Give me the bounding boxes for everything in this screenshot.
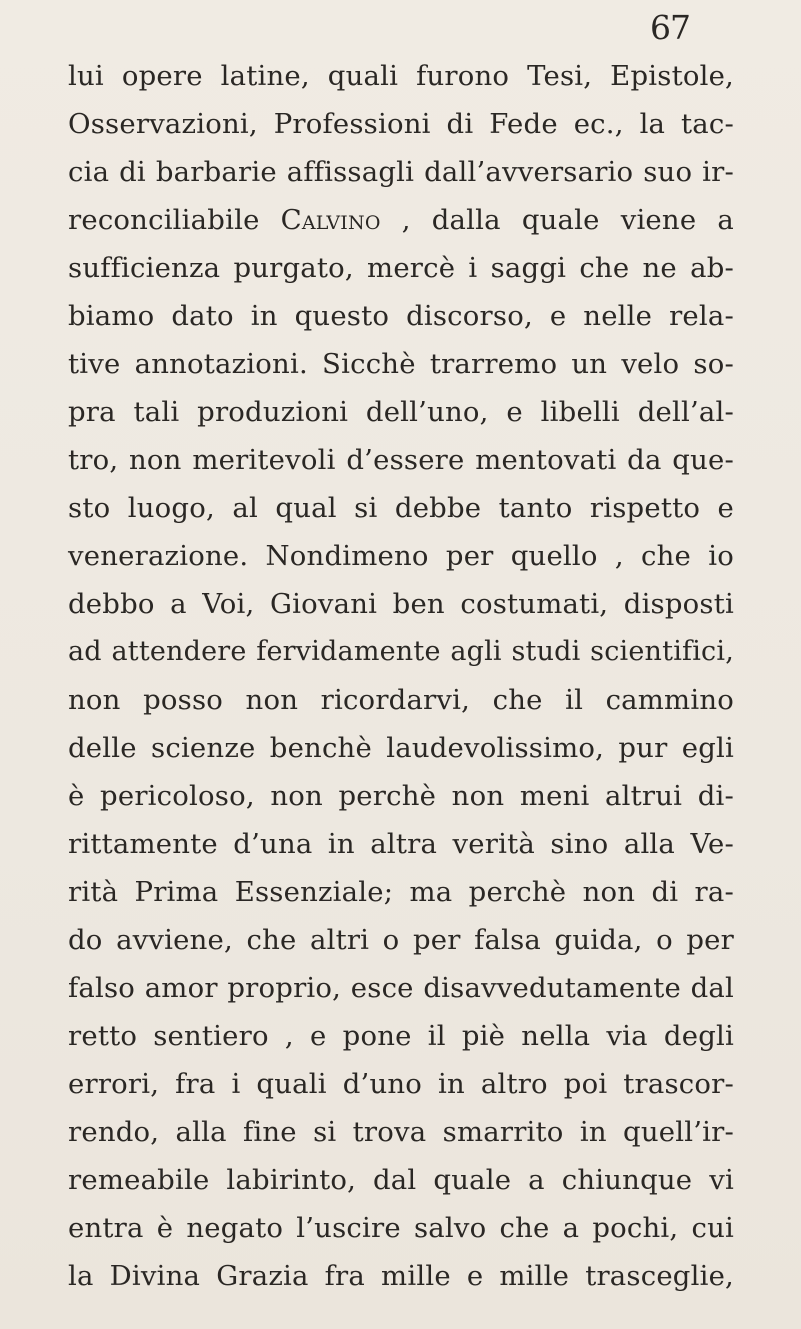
text-line: remeabile labirinto, dal quale a chiunque vi xyxy=(68,1164,734,1196)
text-line: delle scienze benchè laudevolissimo, pur egli xyxy=(68,732,734,764)
text-line: do avviene, che altri o per falsa guida, o per xyxy=(68,924,734,956)
page-number: 67 xyxy=(650,8,690,47)
text-line: entra è negato l’uscire salvo che a pochi, cui xyxy=(68,1212,734,1244)
text-line: ad attendere fervidamente agli studi scientifici, xyxy=(68,636,734,667)
text-line: venerazione. Nondimeno per quello , che io xyxy=(68,540,734,572)
text-line: rittamente d’una in altra verità sino alla Ve- xyxy=(68,828,734,860)
text-line: lui opere latine, quali furono Tesi, Epistole, xyxy=(68,60,734,92)
body-text xyxy=(68,52,734,1300)
text-line: falso amor proprio, esce disavvedutamente dal xyxy=(68,972,734,1004)
text-line: sto luogo, al qual si debbe tanto rispetto e xyxy=(68,492,734,524)
text-line: Osservazioni, Professioni di Fede ec., la tac- xyxy=(68,108,734,140)
text-line: è pericoloso, non perchè non meni altrui di- xyxy=(68,780,734,812)
text-line: pra tali produzioni dell’uno, e libelli dell’al- xyxy=(68,396,734,428)
text-line: rendo, alla fine si trova smarrito in quell’ir- xyxy=(68,1116,734,1148)
text-line: sufficienza purgato, mercè i saggi che ne ab- xyxy=(68,252,734,284)
text-line: retto sentiero , e pone il piè nella via degli xyxy=(68,1020,734,1052)
text-line: errori, fra i quali d’uno in altro poi trascor- xyxy=(68,1068,734,1100)
text-line: cia di barbarie affissagli dall’avversario suo ir- xyxy=(68,156,734,188)
text-line: biamo dato in questo discorso, e nelle rela- xyxy=(68,300,734,332)
text-line: non posso non ricordarvi, che il cammino xyxy=(68,684,734,716)
text-line: tro, non meritevoli d’essere mentovati da que- xyxy=(68,444,734,476)
text-line: debbo a Voi, Giovani ben costumati, disposti xyxy=(68,588,734,620)
text-line: reconciliabile Calvino , dalla quale viene a xyxy=(68,204,734,236)
small-caps-name: Calvino xyxy=(280,204,381,236)
text-line: la Divina Grazia fra mille e mille trasceglie, xyxy=(68,1260,734,1292)
text-line: tive annotazioni. Sicchè trarremo un velo so- xyxy=(68,348,734,380)
text-line: rità Prima Essenziale; ma perchè non di ra- xyxy=(68,876,734,908)
